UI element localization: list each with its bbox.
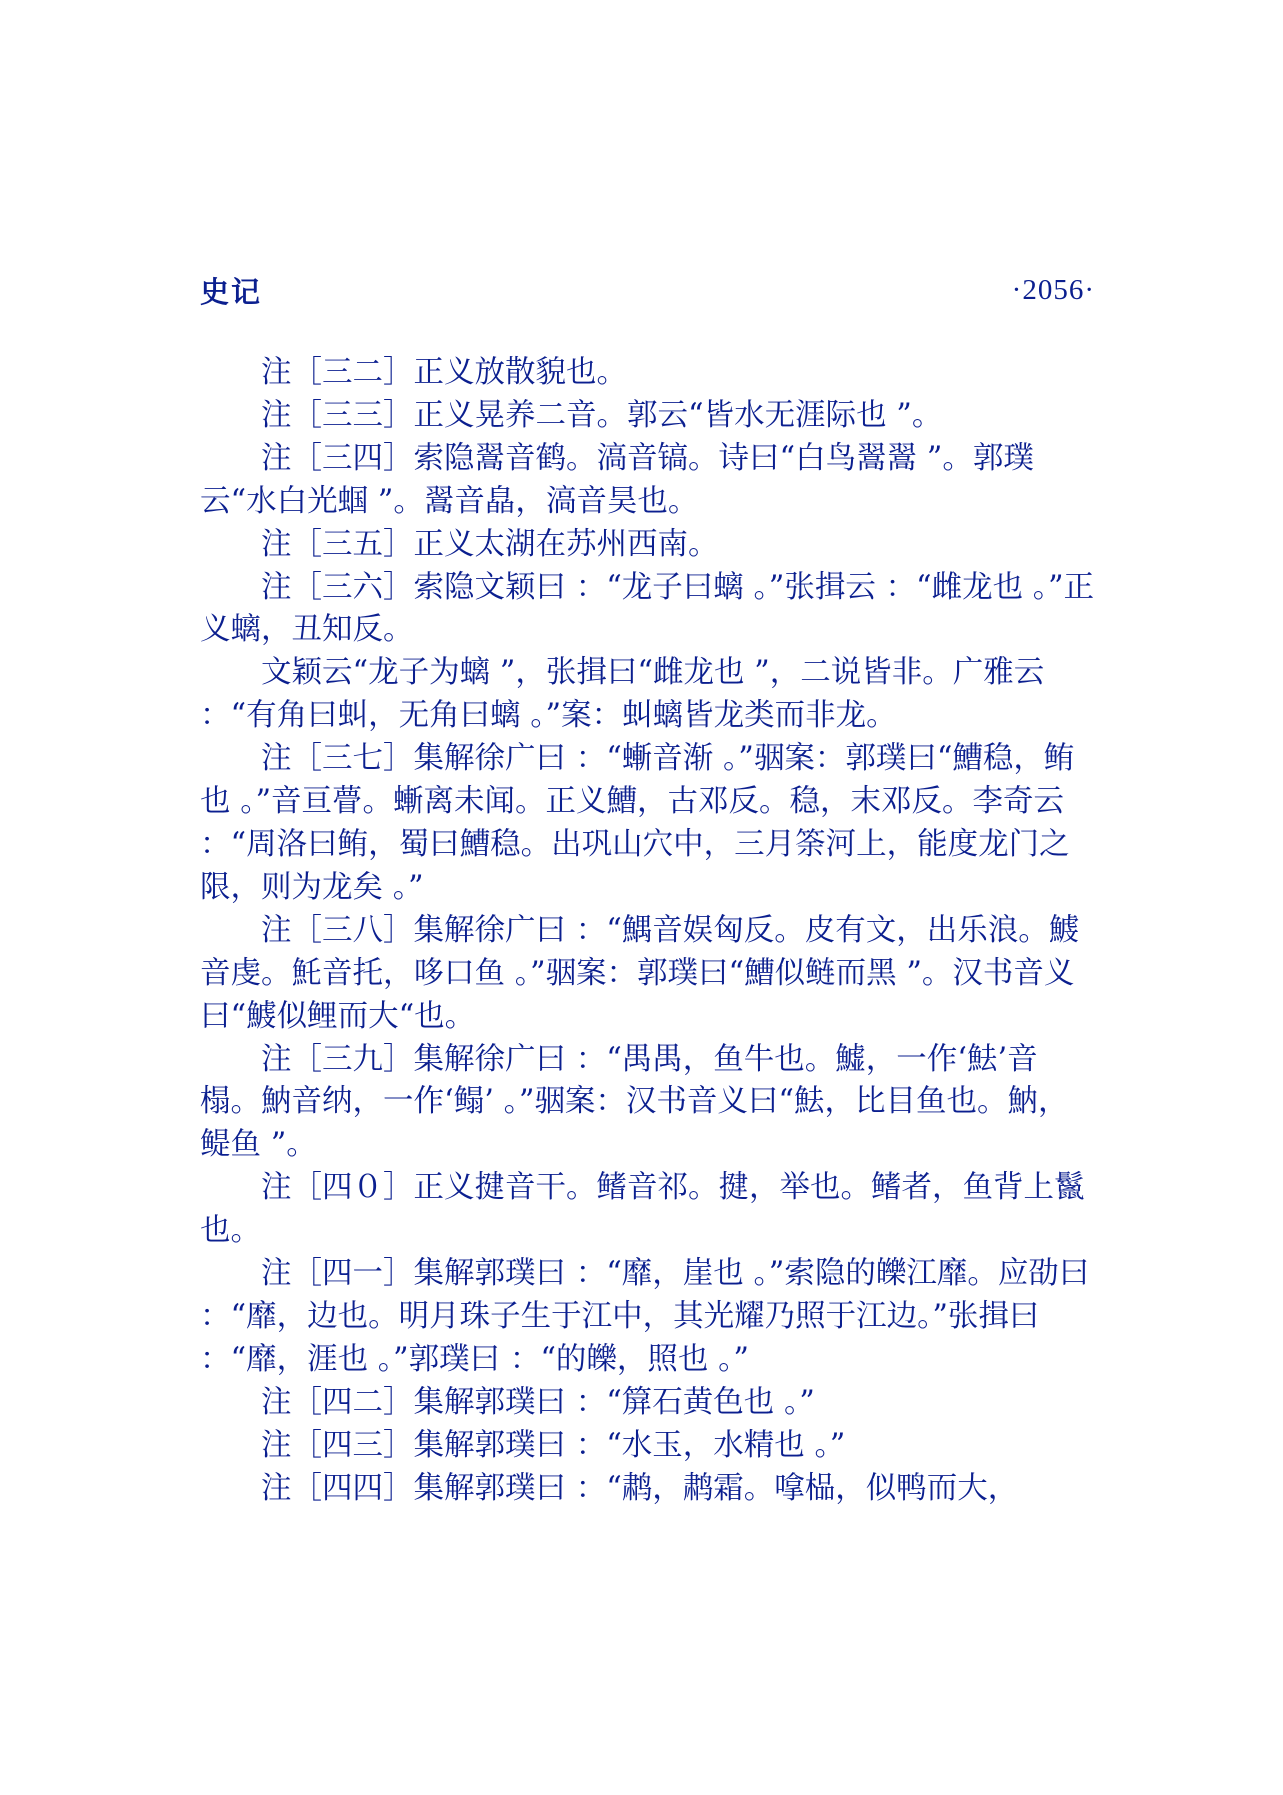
annotation-paragraph: 注［四三］集解郭璞曰 ：“水玉，水精也 。”	[261, 1427, 846, 1463]
annotation-paragraph: 注［三八］集解徐广曰 ：“鰅音娱匈反。皮有文，出乐浪。鰬音虔。魠音托，哆口鱼 。”骃案：郭璞曰“鰽似鲢而黑 ”。汉书音义曰“鰬似鲤而大“也。	[200, 912, 1080, 1034]
page-number: ·2056·	[1011, 273, 1095, 306]
annotation-paragraph: 注［四一］集解郭璞曰 ：“靡，崖也 。”索隐的皪江靡。应劭曰 ：“靡，边也。明月珠子生于江中，其光耀乃照于江边。”张揖曰 ：“靡，涯也 。”郭璞曰 ：“的皪，照也 。”	[200, 1256, 1100, 1377]
book-title: 史记	[200, 274, 263, 309]
annotation-paragraph: 注［三四］索隐翯音鹤。滈音镐。诗曰“白鸟翯翯 ”。郭璞云“水白光蝈 ”。翯音皛，滈音昊也。	[200, 440, 1034, 519]
annotation-paragraph: 注［三三］正义晃养二音。郭云“皆水无涯际也 ”。	[261, 397, 943, 433]
page-header	[200, 268, 1095, 312]
annotation-paragraph: 文颖云“龙子为螭 ”，张揖曰“雌龙也 ”，二说皆非。广雅云 ：“有角曰虯，无角曰螭 。”案：虯螭皆龙类而非龙。	[200, 655, 1054, 734]
annotation-paragraph: 注［四四］集解郭璞曰 ：“鹔，鹔霜。嗱榀，似鸭而大，	[261, 1470, 1019, 1506]
annotation-paragraph: 注［四二］集解郭璞曰 ：“箳石黄色也 。”	[261, 1384, 815, 1420]
annotation-paragraph: 注［三七］集解徐广曰 ：“螹音渐 。”骃案：郭璞曰“鰽稳，鲔也 。”音亘瞢。螹离未闻。正义鰽，古邓反。稳，末邓反。李奇云 ：“周洛曰鲔，蜀曰鰽稳。出巩山穴中，三月筡河上，能度龙门之限，则为龙矣 。”	[200, 741, 1075, 905]
annotation-paragraph: 注［三六］索隐文颖曰 ：“龙子曰螭 。”张揖云 ：“雌龙也 。”正义螭，丑知反。	[200, 569, 1095, 648]
annotation-paragraph: 注［三二］正义放散貌也。	[261, 355, 627, 390]
annotation-paragraph: 注［三九］集解徐广曰 ：“禺禺，鱼牛也。鱋，一作‘魼’音榻。魶音纳，一作‘鳎’ 。”骃案：汉书音义曰“魼，比目鱼也。魶，鳀鱼 ”。	[200, 1041, 1069, 1163]
annotation-paragraph: 注［四０］正义揵音干。鳍音祁。揵，举也。鳍者，鱼背上鬣也。	[200, 1170, 1085, 1249]
body-text	[200, 352, 1100, 1510]
annotation-paragraph: 注［三五］正义太湖在苏州西南。	[261, 526, 719, 562]
